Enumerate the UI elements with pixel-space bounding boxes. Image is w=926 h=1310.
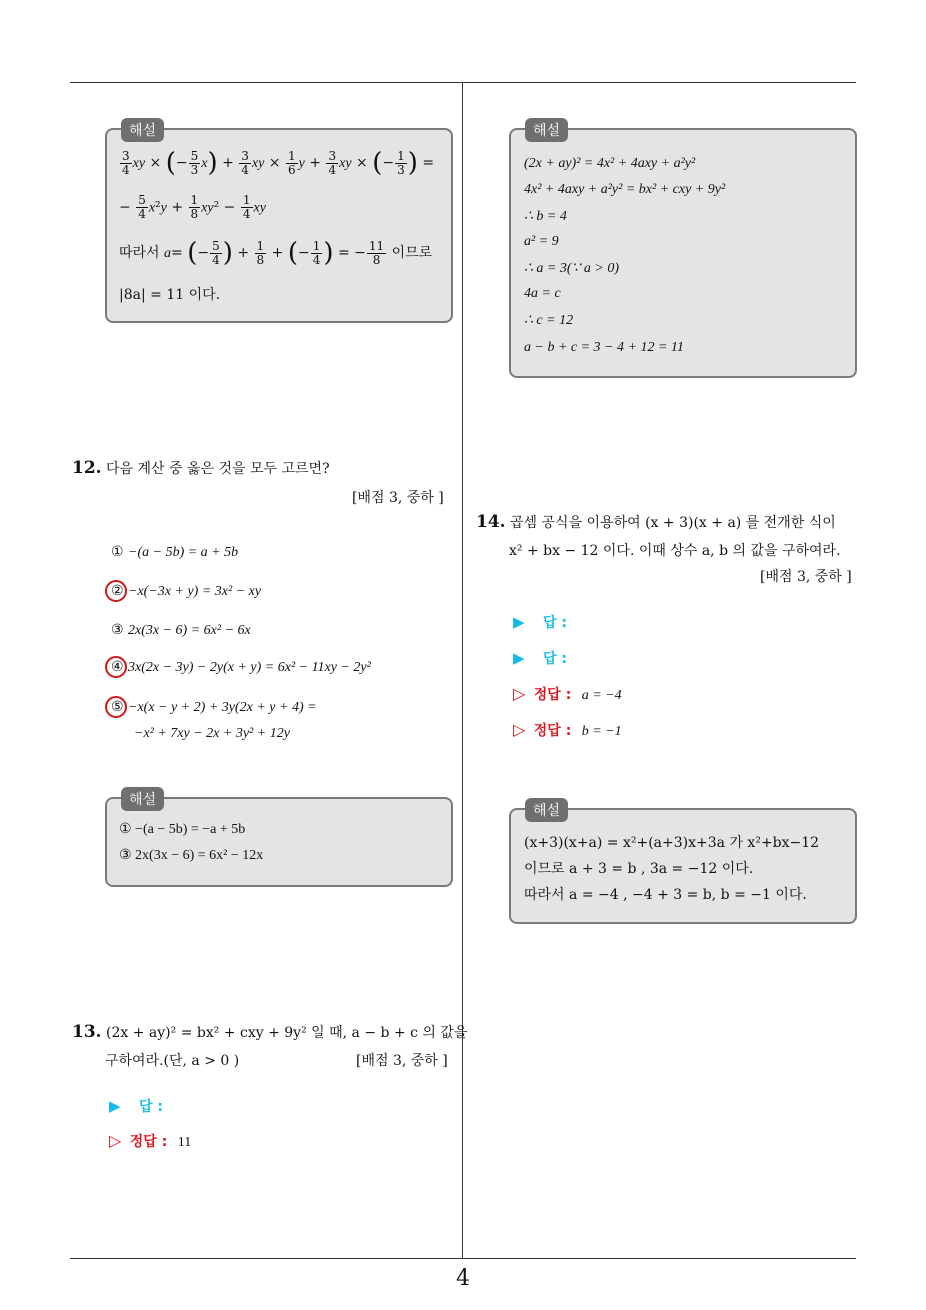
q13-question: 13. (2x + ay)² = bx² + cxy + 9y² 일 때, a − b + c 의 값을 (72, 1022, 468, 1042)
q14-correct-row-2: ▷ 정답 : b = −1 (513, 720, 622, 739)
q13-solution-box (509, 123, 857, 378)
q12-question: 12. 다음 계산 중 옳은 것을 모두 고르면? (72, 458, 330, 478)
q13-solution-line-1: (2x + ay)² = 4x² + 4axy + a²y² (524, 156, 696, 171)
q11-solution-line-3: 따라서 a= (− $\frac{5}{4}$ ) + $\frac{1}{8}$ + (− $\frac{1}{4}$ ) = − $\frac{11}{8}$ 이므로 (119, 238, 433, 268)
q13-score: [배점 3, 중하 ] (356, 1053, 448, 1069)
q14-answer-row-2: ▶ 답 : (513, 649, 567, 667)
top-rule (70, 82, 856, 83)
q12-option-4: ④ 3x(2x − 3y) − 2y(x + y) = 6x² − 11xy − 2y² (111, 659, 371, 675)
column-divider (462, 83, 463, 1259)
q12-option-2: ② −x(−3x + y) = 3x² − xy (111, 583, 262, 599)
bottom-rule (70, 1258, 856, 1259)
q13-solution-line-2: 4x² + 4axy + a²y² = bx² + cxy + 9y² (524, 182, 726, 197)
play-icon: ▶ (513, 649, 525, 667)
q11-solution-line-4: |8a| = 11 이다. (119, 287, 221, 303)
q14-question-continued: x² + bx − 12 이다. 이때 상수 a, b 의 값을 구하여라. (509, 543, 841, 559)
q13-solution-line-6: 4a = c (524, 286, 561, 301)
triangle-outline-icon: ▷ (109, 1131, 122, 1150)
q12-solution-line-1: ① −(a − 5b) = −a + 5b (119, 822, 246, 837)
q12-solution-box (105, 792, 453, 887)
q14-solution-box (509, 803, 857, 924)
play-icon: ▶ (513, 613, 525, 631)
q14-question: 14. 곱셈 공식을 이용하여 (x + 3)(x + a) 를 전개한 식이 (476, 512, 836, 532)
q13-solution-line-7: ∴ c = 12 (524, 313, 574, 328)
q12-option-3: ③ 2x(3x − 6) = 6x² − 6x (111, 622, 251, 638)
q11-solution-line-1: $\frac{3}{4}$ xy × (− $\frac{5}{3}$ x) + $\frac{3}{4}$ xy × $\frac{1}{6}$ y + $\frac{3}{4}$ xy × (− $\frac{1}{3}$ ) = (122, 148, 435, 178)
q14-solution-line-3: 따라서 a = −4 , −4 + 3 = b, b = −1 이다. (524, 887, 807, 903)
q14-answer-row-1: ▶ 답 : (513, 613, 567, 631)
q13-solution-line-5: ∴ a = 3(∵ a > 0) (524, 261, 620, 276)
q12-option-5-continued: −x² + 7xy − 2x + 3y² + 12y (134, 726, 290, 741)
play-icon: ▶ (109, 1097, 121, 1115)
q13-answer-row: ▶ 답 : (109, 1097, 163, 1115)
q14-solution-line-1: (x+3)(x+a) = x²+(a+3)x+3a 가 x²+bx−12 (524, 835, 820, 851)
triangle-outline-icon: ▷ (513, 684, 526, 703)
solution-tag: 해설 (525, 798, 568, 822)
page-number: 4 (456, 1266, 470, 1291)
q13-solution-line-8: a − b + c = 3 − 4 + 12 = 11 (524, 340, 684, 355)
q13-question-continued: 구하여라.(단, a > 0 ) (105, 1053, 240, 1069)
q14-score: [배점 3, 중하 ] (760, 569, 852, 585)
q12-option-1: ① −(a − 5b) = a + 5b (111, 544, 239, 560)
q13-solution-line-3: ∴ b = 4 (524, 209, 567, 224)
q12-solution-line-2: ③ 2x(3x − 6) = 6x² − 12x (119, 848, 264, 863)
solution-tag: 해설 (121, 118, 164, 142)
q12-score: [배점 3, 중하 ] (352, 490, 444, 506)
solution-tag: 해설 (525, 118, 568, 142)
q13-correct-row: ▷ 정답 : 11 (109, 1131, 192, 1150)
q14-correct-row-1: ▷ 정답 : a = −4 (513, 684, 622, 703)
solution-tag: 해설 (121, 787, 164, 811)
triangle-outline-icon: ▷ (513, 720, 526, 739)
q11-solution-box (105, 123, 453, 323)
q13-solution-line-4: a² = 9 (524, 234, 559, 249)
q12-option-5: ⑤ −x(x − y + 2) + 3y(2x + y + 4) = (111, 699, 317, 715)
q14-solution-line-2: 이므로 a + 3 = b , 3a = −12 이다. (524, 861, 754, 877)
q11-solution-line-2: − $\frac{5}{4}$ x²y + $\frac{1}{8}$ xy² − $\frac{1}{4}$ xy (119, 193, 266, 221)
